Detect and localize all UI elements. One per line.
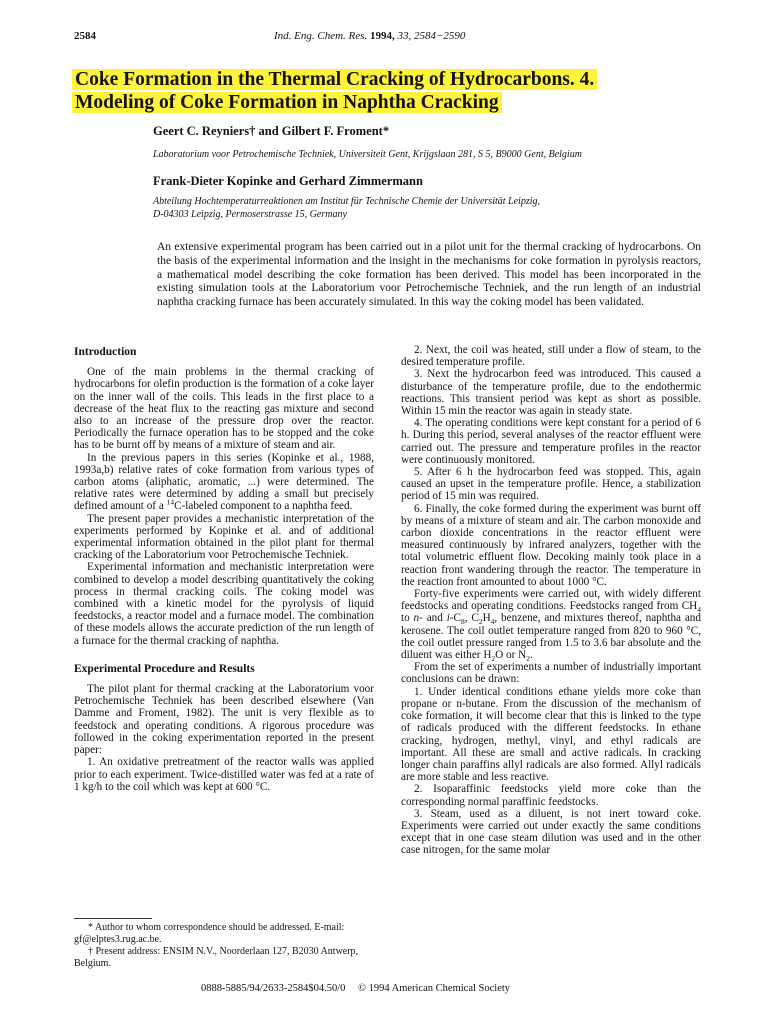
journal-year: 1994, [369,30,395,42]
text-run: Forty-five experiments were carried out, with widely different feedstocks and operating conditions. Feedstocks ranged from CH [401,588,701,613]
text-run: - and [419,612,447,625]
text-run: In the previous papers in this series (Kopinke et al., 1988, 1993a,b) relative rates of coke formation from various types of carbon atoms (aliphatic, aromatic, ...) were determined. The relative rates were determined by adding a small but precisely defined amount of a [74,451,374,513]
subscript: 2 [478,617,483,627]
text-run: , C [464,612,479,625]
text-run: H [482,612,491,625]
affiliation-2-line-1: Abteilung Hochtemperaturreaktionen am Institut für Technische Chemie der Universität Leipzig, [153,196,540,207]
title-line-2: Modeling of Coke Formation in Naphtha Cracking [72,92,502,113]
title-line-1: Coke Formation in the Thermal Cracking of Hydrocarbons. 4. [72,69,597,90]
paragraph: 2. Next, the coil was heated, still under a flow of steam, to the desired temperature profile. [401,344,701,369]
paragraph: The present paper provides a mechanistic interpretation of the experiments performed by Kopinke et al. and of additional experimental information obtained in the pilot plant for thermal cracking of the Laboratorium voor Petrochemische Techniek. [74,512,374,562]
section-heading-experimental: Experimental Procedure and Results [74,662,255,675]
paragraph: 3. Next the hydrocarbon feed was introduced. This caused a disturbance of the temperature profile, due to the endothermic reactions. This transient period was kept as short as possible. Within 15 min the reactor was again in steady state. [401,368,701,418]
footnote-present-address: † Present address: ENSIM N.V., Noorderlaan 127, B2030 Antwerp, Belgium. [74,946,359,969]
subscript: 4 [490,617,495,627]
paragraph: The pilot plant for thermal cracking at the Laboratorium voor Petrochemische Techniek has been described elsewhere (Van Damme and Froment, 1982). The unit is very flexible as to feedstock and operating conditions. A rigorous procedure was followed in the coking experimentation reported in the present paper: [74,683,374,757]
journal-volume-pages: 33, 2584−2590 [397,30,466,42]
journal-name: Ind. Eng. Chem. Res. [274,30,368,42]
paragraph: 1. Under identical conditions ethane yields more coke than propane or n-butane. From the discussion of the mechanism of coke formation, it will become clear that this is linked to the type of radicals produced with the different feedstocks. In ethane cracking, hydrogen, methyl, vinyl, and ethyl radicals are important. All these are small and active radicals. In cracking longer chain paraffins allyl radicals are also formed. Allyl radicals are more stable and less reactive. [401,685,701,784]
abstract: An extensive experimental program has been carried out in a pilot unit for the thermal cracking of hydrocarbons. On the basis of the experimental information and the insight in the mechanisms for coke formation in pyrolysis reactors, a mathematical model describing the coke formation has been derived. This model has been incorporated in the existing simulation tools at the Laboratorium voor Petrochemische Techniek, and the run length of an industrial naphtha cracking furnace has been accurately simulated. In this way the coking model has been validated. [157,241,701,309]
italic-run: n [413,612,420,625]
article-code: 0888-5885/94/2633-2584$04.50/0 [201,983,346,994]
journal-citation [274,30,465,42]
subscript: 8 [460,617,465,627]
publication-footer [201,983,701,994]
text-run: to [401,612,414,625]
affiliation-2 [153,195,713,221]
paragraph: 1. An oxidative pretreatment of the reactor walls was applied prior to each experiment. Twice-distilled water was fed at a rate of 1 kg/h to the coil which was kept at 600 °C. [74,756,374,793]
paper-title [72,68,712,114]
right-column [401,344,701,857]
text-run: , benzene, and mixtures thereof, naphtha and kerosene. The coil outlet temperature ranged from 820 to 960 °C, the coil outlet pressure ranged from 1.5 to 3.6 bar absolute and the diluent was either H [401,612,701,662]
text-run: O or N [495,649,527,662]
paragraph: 6. Finally, the coke formed during the experiment was burnt off by means of a mixture of steam and air. The carbon monoxide and carbon dioxide concentrations in the reactor effluent were measured continuously by infrared analyzers, together with the total volumetric effluent flow. Decoking mainly took place in a reaction front wandering through the reactor. The temperature in the reaction front amounted to about 1000 °C. [401,502,701,588]
superscript: 14 [166,497,175,507]
paragraph: From the set of experiments a number of industrially important conclusions can be drawn: [401,661,701,686]
footnote-divider [74,918,152,919]
subscript: 2 [526,654,530,664]
footnotes [74,922,374,970]
paragraph [74,452,374,513]
paragraph: Experimental information and mechanistic interpretation were combined to develop a model describing quantitatively the coking process in thermal cracking coils. The coking model was combined with a kinetic model for the pyrolysis of liquid feedstocks, a reactor model and a furnace model. The combination of these models allows the accurate prediction of the run length of a furnace for the thermal cracking of naphtha. [74,561,374,647]
text-run: . [530,649,533,662]
text-run: -C [449,612,461,625]
paragraph: One of the main problems in the thermal cracking of hydrocarbons for olefin production is the formation of a coke layer on the inner wall of the coils. This leads in the first place to a decrease of the heat flux to the reacting gas mixture and second also to an increase of the pressure drop over the reactor. Periodically the furnace operation has to be stopped and the coke has to be burnt off by means of a mixture of steam and air. [74,366,374,452]
copyright-notice: © 1994 American Chemical Society [358,983,511,994]
paragraph: 3. Steam, used as a diluent, is not inert toward coke. Experiments were carried out under exactly the same conditions except that in one case steam dilution was used and in the other case nitrogen, for the same molar [401,807,701,857]
paragraph: 4. The operating conditions were kept constant for a period of 6 h. During this period, several analyses of the reactor effluent were carried out. The pressure and temperature profiles in the reactor were continuously monitored. [401,417,701,466]
running-head [74,30,702,44]
subscript: 2 [491,654,496,664]
affiliation-2-line-2: D-04303 Leipzig, Permoserstrasse 15, Germany [153,209,347,220]
section-heading-introduction: Introduction [74,346,137,358]
text-run: C-labeled component to a naphtha feed. [174,500,353,513]
affiliation-1: Laboratorium voor Petrochemische Techniek, Universiteit Gent, Krijgslaan 281, S 5, B9000 Gent, Belgium [153,149,582,160]
page-number: 2584 [74,30,96,42]
paragraph: 5. After 6 h the hydrocarbon feed was stopped. This, again caused an upset in the temperature profile. Hence, a stabilization period of 15 min was required. [401,466,701,503]
paragraph [401,588,701,664]
left-column [74,346,374,793]
footnote-correspondence: * Author to whom correspondence should be addressed. E-mail: gf@elptes3.rug.ac.be. [74,922,345,945]
italic-run: i [446,612,450,625]
subscript: 4 [697,605,701,615]
author-names-1: Geert C. Reyniers† and Gilbert F. Froment* [153,124,390,138]
author-names-2: Frank-Dieter Kopinke and Gerhard Zimmermann [153,174,423,188]
paragraph: 2. Isoparaffinic feedstocks yield more coke than the corresponding normal paraffinic feedstocks. [401,783,701,808]
